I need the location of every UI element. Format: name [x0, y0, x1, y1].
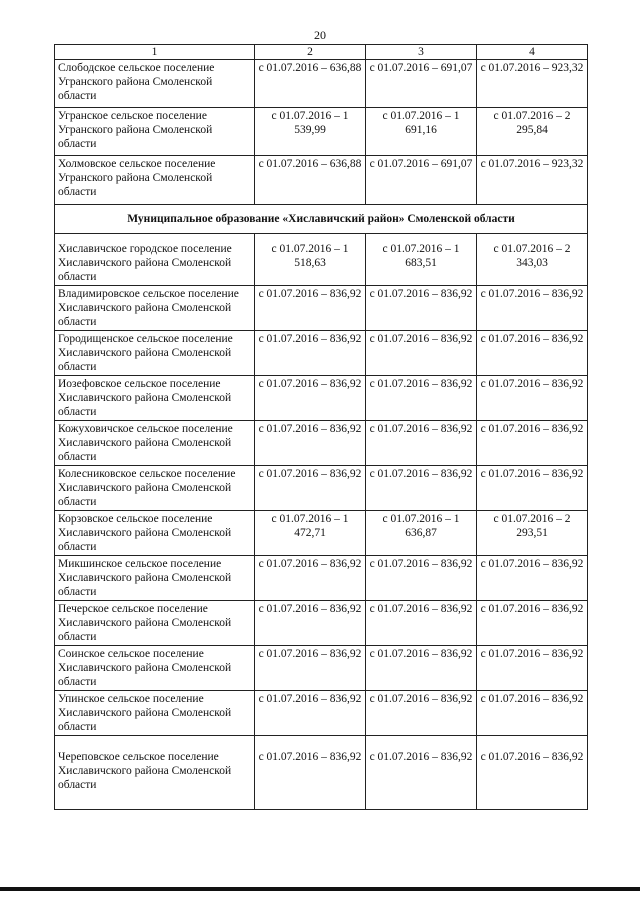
- settlement-name-cell: Городищенское сельское поселение Хиславичского района Смоленской области: [55, 331, 255, 376]
- table-row: [55, 466, 588, 511]
- table-row: [55, 286, 588, 331]
- table-row: [55, 421, 588, 466]
- settlement-name-cell: Упинское сельское поселение Хиславичского района Смоленской области: [55, 691, 255, 736]
- tariff-col4-cell: с 01.07.2016 – 2 343,03: [477, 234, 588, 286]
- tariff-col2-cell: с 01.07.2016 – 836,92: [255, 646, 366, 691]
- tariff-col3-cell: с 01.07.2016 – 836,92: [366, 556, 477, 601]
- settlement-name-cell: Владимировское сельское поселение Хиславичского района Смоленской области: [55, 286, 255, 331]
- table-row: [55, 691, 588, 736]
- settlement-name-cell: Корзовское сельское поселение Хиславичского района Смоленской области: [55, 511, 255, 556]
- tariff-col3-cell: с 01.07.2016 – 836,92: [366, 466, 477, 511]
- tariff-col3-cell: с 01.07.2016 – 1 691,16: [366, 108, 477, 156]
- tariff-col2-cell: с 01.07.2016 – 836,92: [255, 466, 366, 511]
- tariff-col2-cell: с 01.07.2016 – 636,88: [255, 60, 366, 108]
- tariff-col3-cell: с 01.07.2016 – 836,92: [366, 601, 477, 646]
- tariff-col4-cell: с 01.07.2016 – 836,92: [477, 601, 588, 646]
- tariff-col2-cell: с 01.07.2016 – 836,92: [255, 286, 366, 331]
- tariff-col3-cell: с 01.07.2016 – 836,92: [366, 691, 477, 736]
- tariff-col2-cell: с 01.07.2016 – 1 472,71: [255, 511, 366, 556]
- tariff-col3-cell: с 01.07.2016 – 836,92: [366, 736, 477, 810]
- settlement-name-cell: Иозефовское сельское поселение Хиславичского района Смоленской области: [55, 376, 255, 421]
- section-title: Муниципальное образование «Хиславичский район» Смоленской области: [55, 205, 588, 234]
- page-number: 20: [314, 28, 326, 42]
- tariff-col4-cell: с 01.07.2016 – 836,92: [477, 691, 588, 736]
- page-bottom-rule: [0, 887, 640, 891]
- tariff-col4-cell: с 01.07.2016 – 836,92: [477, 421, 588, 466]
- tariff-col3-cell: с 01.07.2016 – 691,07: [366, 60, 477, 108]
- settlement-name-cell: Колесниковское сельское поселение Хиславичского района Смоленской области: [55, 466, 255, 511]
- tariff-col3-cell: с 01.07.2016 – 1 683,51: [366, 234, 477, 286]
- tariff-col2-cell: с 01.07.2016 – 836,92: [255, 601, 366, 646]
- table-row: [55, 556, 588, 601]
- settlement-name-cell: Соинское сельское поселение Хиславичского района Смоленской области: [55, 646, 255, 691]
- table-row: [55, 234, 588, 286]
- settlement-name-cell: Хиславичское городское поселение Хиславичского района Смоленской области: [55, 234, 255, 286]
- table-row: [55, 601, 588, 646]
- tariff-col4-cell: с 01.07.2016 – 2 293,51: [477, 511, 588, 556]
- settlement-name-cell: Череповское сельское поселение Хиславичского района Смоленской области: [55, 736, 255, 810]
- table-row: [55, 60, 588, 108]
- tariff-col3-cell: с 01.07.2016 – 691,07: [366, 156, 477, 205]
- tariff-col4-cell: с 01.07.2016 – 836,92: [477, 331, 588, 376]
- tariff-col3-cell: с 01.07.2016 – 836,92: [366, 646, 477, 691]
- table-row: [55, 376, 588, 421]
- tariff-col2-cell: с 01.07.2016 – 636,88: [255, 156, 366, 205]
- tariff-col4-cell: с 01.07.2016 – 836,92: [477, 466, 588, 511]
- settlement-name-cell: Печерское сельское поселение Хиславичского района Смоленской области: [55, 601, 255, 646]
- tariff-col2-cell: с 01.07.2016 – 836,92: [255, 736, 366, 810]
- table-row: [55, 156, 588, 205]
- tariff-col2-cell: с 01.07.2016 – 1 518,63: [255, 234, 366, 286]
- tariff-col3-cell: с 01.07.2016 – 836,92: [366, 286, 477, 331]
- tariff-table-body: [55, 45, 588, 810]
- table-row: [55, 646, 588, 691]
- tariff-col4-cell: с 01.07.2016 – 836,92: [477, 646, 588, 691]
- tariff-col4-cell: с 01.07.2016 – 836,92: [477, 286, 588, 331]
- column-number-3: 3: [366, 45, 477, 60]
- tariff-col4-cell: с 01.07.2016 – 836,92: [477, 556, 588, 601]
- tariff-col4-cell: с 01.07.2016 – 923,32: [477, 60, 588, 108]
- tariff-table: [54, 44, 588, 810]
- settlement-name-cell: Слободское сельское поселение Угранского района Смоленской области: [55, 60, 255, 108]
- tariff-col2-cell: с 01.07.2016 – 836,92: [255, 331, 366, 376]
- tariff-col2-cell: с 01.07.2016 – 836,92: [255, 556, 366, 601]
- table-row: [55, 331, 588, 376]
- tariff-col4-cell: с 01.07.2016 – 923,32: [477, 156, 588, 205]
- column-number-4: 4: [477, 45, 588, 60]
- column-number-2: 2: [255, 45, 366, 60]
- tariff-col4-cell: с 01.07.2016 – 836,92: [477, 736, 588, 810]
- tariff-col4-cell: с 01.07.2016 – 836,92: [477, 376, 588, 421]
- settlement-name-cell: Микшинское сельское поселение Хиславичского района Смоленской области: [55, 556, 255, 601]
- tariff-col4-cell: с 01.07.2016 – 2 295,84: [477, 108, 588, 156]
- tariff-col2-cell: с 01.07.2016 – 836,92: [255, 691, 366, 736]
- table-row: [55, 511, 588, 556]
- table-row: [55, 108, 588, 156]
- tariff-col3-cell: с 01.07.2016 – 836,92: [366, 421, 477, 466]
- column-number-row: [55, 45, 588, 60]
- tariff-col3-cell: с 01.07.2016 – 836,92: [366, 376, 477, 421]
- tariff-col3-cell: с 01.07.2016 – 836,92: [366, 331, 477, 376]
- section-header-row: [55, 205, 588, 234]
- tariff-col2-cell: с 01.07.2016 – 1 539,99: [255, 108, 366, 156]
- settlement-name-cell: Холмовское сельское поселение Угранского района Смоленской области: [55, 156, 255, 205]
- settlement-name-cell: Кожуховичское сельское поселение Хиславичского района Смоленской области: [55, 421, 255, 466]
- tariff-col3-cell: с 01.07.2016 – 1 636,87: [366, 511, 477, 556]
- table-row: [55, 736, 588, 810]
- settlement-name-cell: Угранское сельское поселение Угранского района Смоленской области: [55, 108, 255, 156]
- tariff-col2-cell: с 01.07.2016 – 836,92: [255, 421, 366, 466]
- column-number-1: 1: [55, 45, 255, 60]
- tariff-col2-cell: с 01.07.2016 – 836,92: [255, 376, 366, 421]
